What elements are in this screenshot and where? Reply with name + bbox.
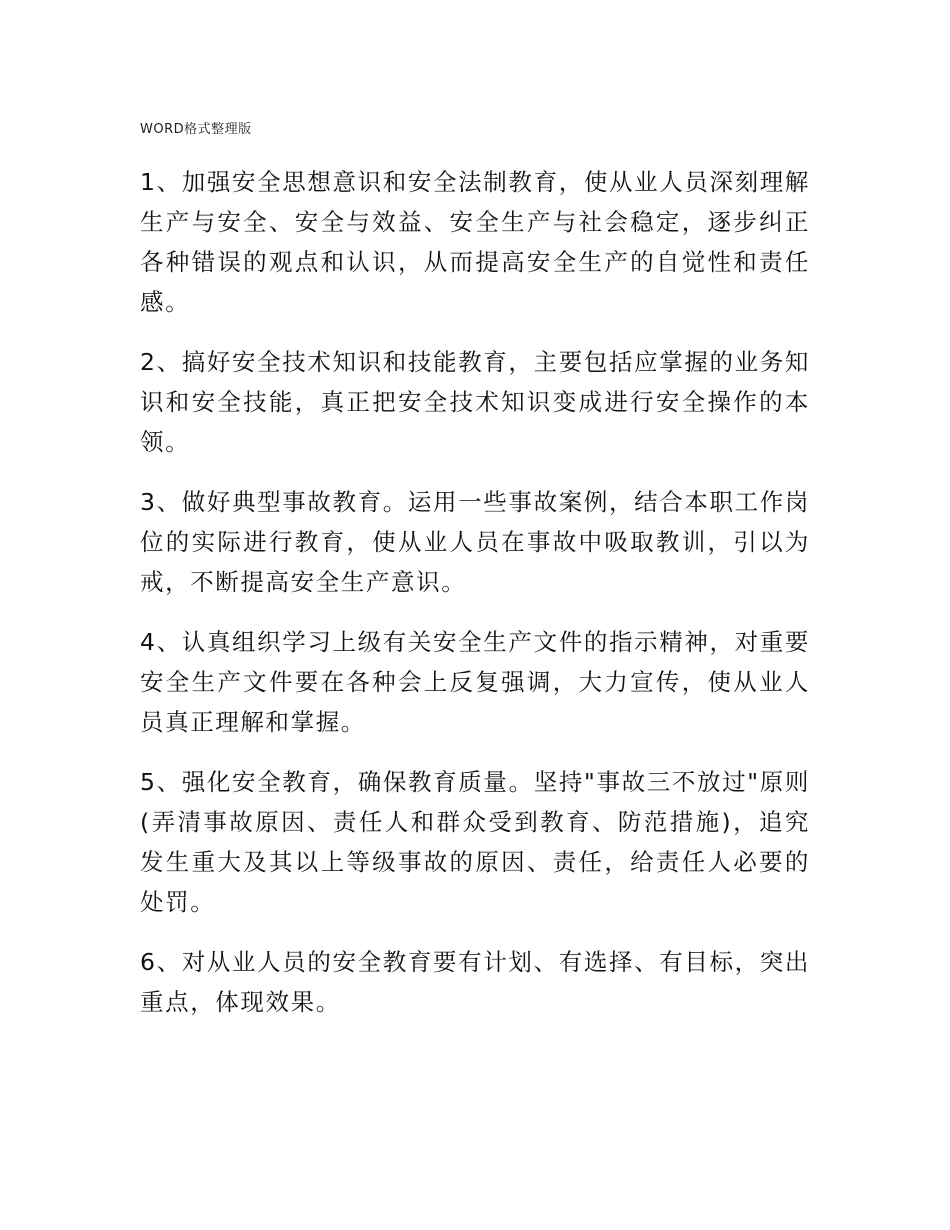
paragraph-5: 5、强化安全教育，确保教育质量。坚持"事故三不放过"原则(弄清事故原因、责任人和群众受到教育、防范措施)，追究发生重大及其以上等级事故的原因、责任，给责任人必要的处罚。 bbox=[140, 768, 810, 916]
paragraph-3: 3、做好典型事故教育。运用一些事故案例，结合本职工作岗位的实际进行教育，使从业人员在事故中吸取教训，引以为戒，不断提高安全生产意识。 bbox=[140, 488, 810, 596]
paragraph-6: 6、对从业人员的安全教育要有计划、有选择、有目标，突出重点，体现效果。 bbox=[140, 948, 810, 1016]
page-header: WORD格式整理版 bbox=[140, 122, 252, 137]
document-body bbox=[140, 162, 810, 1042]
paragraph-2: 2、搞好安全技术知识和技能教育，主要包括应掌握的业务知识和安全技能，真正把安全技术知识变成进行安全操作的本领。 bbox=[140, 348, 810, 456]
paragraph-4: 4、认真组织学习上级有关安全生产文件的指示精神，对重要安全生产文件要在各种会上反复强调，大力宣传，使从业人员真正理解和掌握。 bbox=[140, 628, 810, 736]
paragraph-1: 1、加强安全思想意识和安全法制教育，使从业人员深刻理解生产与安全、安全与效益、安全生产与社会稳定，逐步纠正各种错误的观点和认识，从而提高安全生产的自觉性和责任感。 bbox=[140, 168, 810, 316]
